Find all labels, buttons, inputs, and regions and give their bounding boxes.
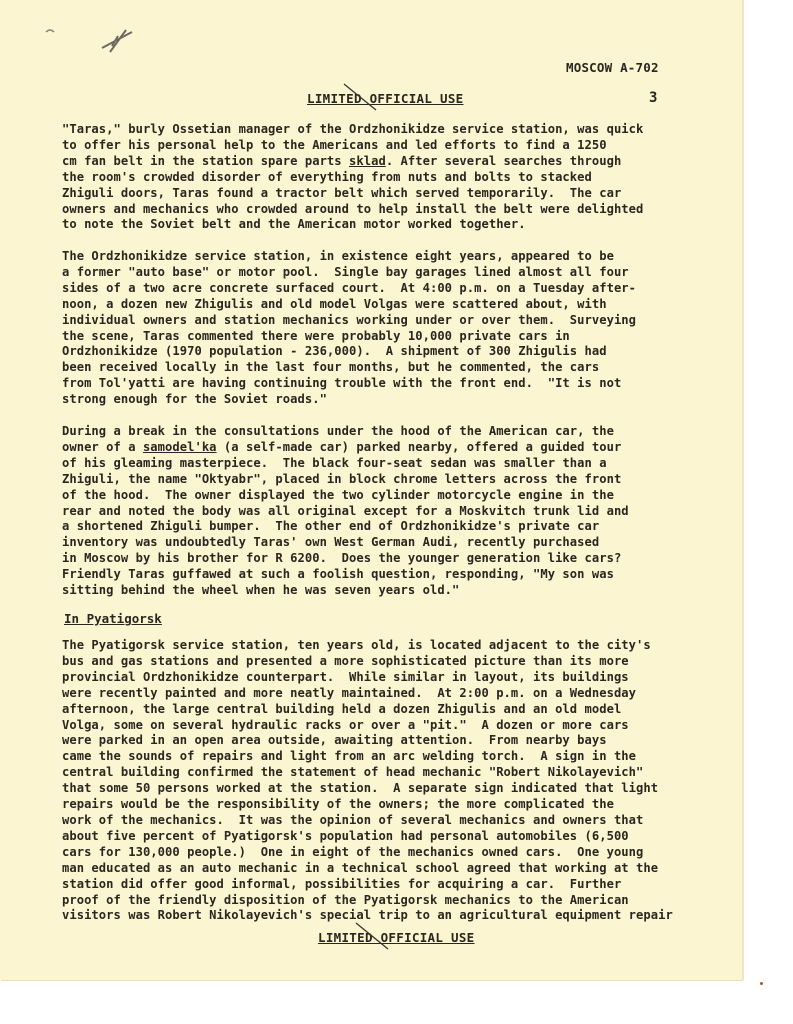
paragraph-2-line: The Ordzhonikidze service station, in existence eight years, appeared to be xyxy=(62,249,614,263)
paragraph-4-line: central building confirmed the statement of head mechanic "Robert Nikolayevich" xyxy=(62,765,644,780)
paragraph-3-line: During a break in the consultations under the hood of the American car, the xyxy=(62,424,614,438)
strike-mark-bottom xyxy=(352,921,392,951)
paragraph-2-line: Ordzhonikidze (1970 population - 236,000). A shipment of 300 Zhigulis had xyxy=(62,344,607,359)
paragraph-3-line: inventory was undoubtedly Taras' own West German Audi, recently purchased xyxy=(62,535,600,550)
paragraph-4-line: about five percent of Pyatigorsk's population had personal automobiles (6,500 xyxy=(62,828,629,843)
paragraph-4-line: came the sounds of repairs and light from an arc welding torch. A sign in the xyxy=(62,749,637,764)
page-number: 3 xyxy=(649,90,658,106)
paragraph-2-line: been received locally in the last four months, but he commented, the cars xyxy=(62,360,600,375)
paragraph-4-line: work of the mechanics. It was the opinion of several mechanics and owners that xyxy=(62,812,644,827)
paragraph-4-line: man educated as an auto mechanic in a technical school agreed that working at the xyxy=(62,860,659,875)
paragraph-4-line: afternoon, the large central building held a dozen Zhigulis and an old model xyxy=(62,701,622,716)
paragraph-1-line: the room's crowded disorder of everything from nuts and bolts to stacked xyxy=(62,169,592,184)
paragraph-3-line: Zhiguli, the name "Oktyabr", placed in block chrome letters across the front xyxy=(62,471,622,486)
paragraph-2-line: sides of a two acre concrete surfaced court. At 4:00 p.m. on a Tuesday after- xyxy=(62,280,637,295)
paragraph-1-line: "Taras," burly Ossetian manager of the Ordzhonikidze service station, was quick xyxy=(62,122,644,136)
paragraph-2-line: strong enough for the Soviet roads." xyxy=(62,392,327,407)
paragraph-4-line: cars for 130,000 people.) One in eight of the mechanics owned cars. One young xyxy=(62,844,644,859)
paragraph-4-line: were recently painted and more neatly maintained. At 2:00 p.m. on a Wednesday xyxy=(62,685,637,700)
paragraph-2 xyxy=(62,249,636,408)
paragraph-1-line: cm fan belt in the station spare parts sklad. After several searches through xyxy=(62,153,622,168)
paragraph-4-line: that some 50 persons worked at the station. A separate sign indicated that light xyxy=(62,781,659,796)
paragraph-2-line: noon, a dozen new Zhigulis and old model Volgas were scattered about, with xyxy=(62,296,607,311)
paragraph-1-line: Zhiguli doors, Taras found a tractor belt which served temporarily. The car xyxy=(62,185,622,200)
page-edge xyxy=(742,0,744,980)
paragraph-4-line: repairs would be the responsibility of the owners; the more complicated the xyxy=(62,797,614,812)
paragraph-4-line: provincial Ordzhonikidze counterpart. While similar in layout, its buildings xyxy=(62,669,629,684)
paragraph-3-line: of his gleaming masterpiece. The black four-seat sedan was smaller than a xyxy=(62,455,607,470)
paragraph-4-line: were parked in an open area outside, awaiting attention. From nearby bays xyxy=(62,733,607,748)
paragraph-3-line: sitting behind the wheel when he was seven years old." xyxy=(62,583,460,598)
paper-speck xyxy=(760,982,763,985)
paragraph-3-line: in Moscow by his brother for R 6200. Does the younger generation like cars? xyxy=(62,551,622,566)
paragraph-4-line: station did offer good informal, possibilities for acquiring a car. Further xyxy=(62,876,622,891)
paragraph-3-line: of the hood. The owner displayed the two cylinder motorcycle engine in the xyxy=(62,487,614,502)
underlined-term: samodel'ka xyxy=(142,439,217,454)
classification-marking-bottom: LIMITED OFFICIAL USE xyxy=(318,930,475,945)
paragraph-1-line: to note the Soviet belt and the American motor worked together. xyxy=(62,217,526,232)
paragraph-4-line: bus and gas stations and presented a more sophisticated picture than its more xyxy=(62,653,629,668)
paragraph-2-line: a former "auto base" or motor pool. Single bay garages lined almost all four xyxy=(62,264,629,279)
paragraph-3-line: rear and noted the body was all original except for a Moskvitch trunk lid and xyxy=(62,503,629,518)
underlined-term: sklad xyxy=(349,153,386,168)
paragraph-1 xyxy=(62,122,643,233)
paragraph-3-line: owner of a samodel'ka (a self-made car) parked nearby, offered a guided tour xyxy=(62,439,622,454)
paragraph-1-line: to offer his personal help to the Americans and led efforts to find a 1250 xyxy=(62,137,607,152)
strike-mark-top xyxy=(340,82,380,112)
paragraph-2-line: the scene, Taras commented there were probably 10,000 private cars in xyxy=(62,328,570,343)
paragraph-4-line: proof of the friendly disposition of the Pyatigorsk mechanics to the American xyxy=(62,892,629,907)
paragraph-3-line: Friendly Taras guffawed at such a foolish question, responding, "My son was xyxy=(62,567,614,582)
paragraph-1-line: owners and mechanics who crowded around to help install the belt were delighted xyxy=(62,201,644,216)
paragraph-4-line: visitors was Robert Nikolayevich's special trip to an agricultural equipment repair xyxy=(62,908,673,923)
paragraph-4-line: The Pyatigorsk service station, ten years old, is located adjacent to the city's xyxy=(62,638,651,652)
paragraph-2-line: individual owners and station mechanics working under or over them. Surveying xyxy=(62,312,637,327)
section-heading: In Pyatigorsk xyxy=(64,611,162,626)
paragraph-2-line: from Tol'yatti are having continuing trouble with the front end. "It is not xyxy=(62,376,622,391)
paragraph-4 xyxy=(62,638,673,924)
pen-scribble-mark xyxy=(40,22,140,58)
document-reference: MOSCOW A-702 xyxy=(566,60,659,75)
paragraph-4-line: Volga, some on several hydraulic racks or over a "pit." A dozen or more cars xyxy=(62,717,629,732)
paragraph-3-line: a shortened Zhiguli bumper. The other end of Ordzhonikidze's private car xyxy=(62,519,600,534)
paragraph-3 xyxy=(62,424,629,599)
classification-marking-top: LIMITED OFFICIAL USE xyxy=(307,91,464,106)
